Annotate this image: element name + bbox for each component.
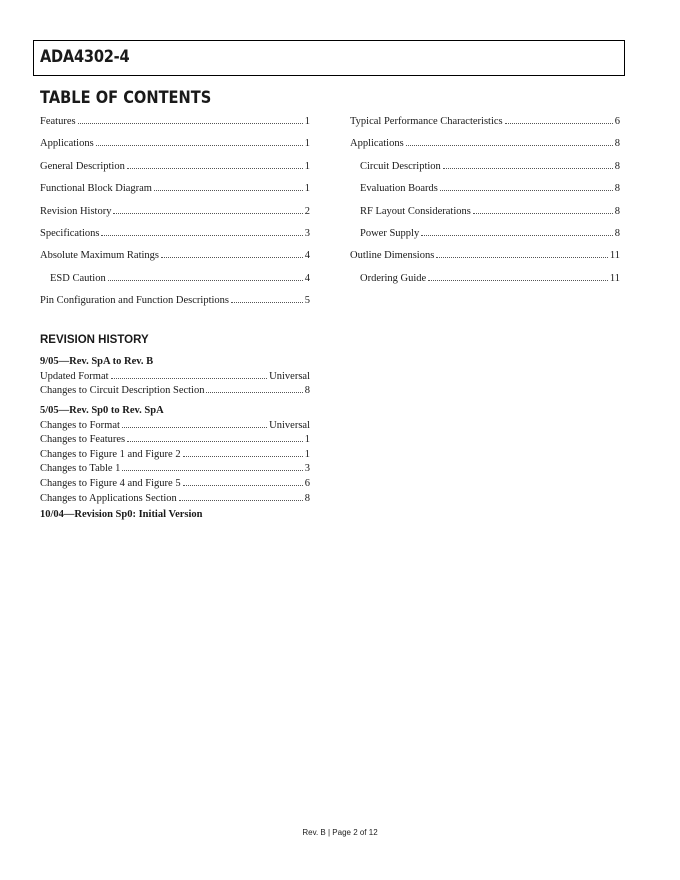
- toc-entry-page: 1: [304, 183, 310, 195]
- dot-leader: [183, 476, 303, 486]
- toc-entry[interactable]: [350, 226, 620, 248]
- dot-leader: [161, 248, 303, 258]
- toc-entry[interactable]: [40, 226, 310, 248]
- dot-leader: [111, 369, 268, 379]
- dot-leader: [122, 418, 267, 428]
- revision-entry-label: Updated Format: [40, 370, 109, 382]
- dot-leader: [443, 159, 613, 169]
- toc-entry-page: 5: [304, 295, 310, 307]
- revision-entry: [40, 461, 310, 476]
- toc-entry[interactable]: [350, 204, 620, 226]
- toc-entry[interactable]: [40, 136, 310, 158]
- dot-leader: [108, 271, 303, 281]
- dot-leader: [505, 114, 613, 124]
- toc-entry[interactable]: [350, 271, 620, 293]
- revision-entry: [40, 383, 310, 398]
- toc-entry-page: 11: [609, 272, 620, 284]
- toc-entry[interactable]: [350, 114, 620, 136]
- dot-leader: [428, 271, 608, 281]
- revision-entry-page: Universal: [269, 370, 310, 382]
- revision-title: 10/04—Revision Sp0: Initial Version: [40, 509, 203, 520]
- dot-leader: [154, 181, 303, 191]
- dot-leader: [113, 204, 302, 214]
- dot-leader: [127, 159, 303, 169]
- toc-entry[interactable]: [40, 181, 310, 203]
- header-box: [33, 40, 625, 76]
- revision-entry: [40, 432, 310, 447]
- revision-entry-page: Universal: [269, 419, 310, 431]
- toc-entry-label: ESD Caution: [50, 272, 106, 284]
- toc-entry-page: 1: [304, 116, 310, 127]
- toc-entry-label: Applications: [40, 138, 94, 150]
- toc-entry-page: 8: [614, 183, 620, 195]
- toc-entry-page: 4: [304, 272, 310, 284]
- toc-entry-page: 11: [609, 250, 620, 262]
- page-footer: Rev. B | Page 2 of 12: [302, 828, 378, 837]
- revision-entry-page: 1: [304, 448, 310, 460]
- revision-entry-page: 3: [304, 463, 310, 475]
- toc-entry[interactable]: [350, 181, 620, 203]
- toc-entry-page: 6: [614, 116, 620, 127]
- revision-entry-label: Changes to Figure 1 and Figure 2: [40, 448, 181, 460]
- toc-entry-label: RF Layout Considerations: [360, 205, 471, 217]
- toc-entry-label: Outline Dimensions: [350, 250, 435, 262]
- revision-entry-label: Changes to Format: [40, 419, 120, 431]
- dot-leader: [179, 491, 303, 501]
- toc-entry[interactable]: [40, 204, 310, 226]
- revision-entry: [40, 369, 310, 384]
- toc-entry-label: Typical Performance Characteristics: [350, 116, 503, 127]
- toc-heading: TABLE OF CONTENTS: [40, 88, 212, 108]
- toc-entry-page: 3: [304, 227, 310, 239]
- revision-block: [40, 508, 310, 522]
- revision-entry: [40, 418, 310, 433]
- toc-entry[interactable]: [40, 293, 310, 315]
- toc-entry-page: 4: [304, 250, 310, 262]
- revision-entry-label: Changes to Figure 4 and Figure 5: [40, 477, 181, 489]
- dot-leader: [183, 447, 303, 457]
- revision-entry-page: 8: [304, 492, 310, 504]
- revision-title: 9/05—Rev. SpA to Rev. B: [40, 356, 154, 367]
- dot-leader: [206, 383, 302, 393]
- revision-title: 5/05—Rev. Sp0 to Rev. SpA: [40, 405, 164, 416]
- toc-entry-label: Evaluation Boards: [360, 183, 438, 195]
- toc-entry[interactable]: [350, 136, 620, 158]
- revision-entry-page: 6: [304, 477, 310, 489]
- dot-leader: [440, 181, 613, 191]
- toc-entry[interactable]: [350, 159, 620, 181]
- revision-entry-page: 8: [304, 385, 310, 397]
- toc-entry-page: 8: [614, 160, 620, 172]
- toc-entry-label: Pin Configuration and Function Descriptions: [40, 295, 229, 307]
- dot-leader: [96, 136, 303, 146]
- dot-leader: [127, 432, 303, 442]
- toc-entry-page: 1: [304, 160, 310, 172]
- toc-entry-label: Specifications: [40, 227, 100, 239]
- doc-title: ADA4302-4: [40, 47, 130, 67]
- revision-entry-page: 1: [304, 434, 310, 446]
- revision-entry-label: Changes to Table 1: [40, 463, 121, 475]
- dot-leader: [101, 226, 302, 236]
- toc-entry-page: 8: [614, 227, 620, 239]
- toc-entry-page: 2: [304, 205, 310, 217]
- dot-leader: [78, 114, 303, 124]
- dot-leader: [436, 248, 608, 258]
- revision-entry-label: Changes to Features: [40, 434, 126, 446]
- toc-column-left: [40, 114, 310, 316]
- toc-entry-label: Features: [40, 116, 76, 127]
- revision-block: [40, 355, 310, 398]
- dot-leader: [122, 461, 302, 471]
- dot-leader: [473, 204, 613, 214]
- toc-entry-label: Revision History: [40, 205, 112, 217]
- revision-entry: [40, 447, 310, 462]
- toc-entry[interactable]: [40, 114, 310, 136]
- toc-column-right: [350, 114, 620, 293]
- revision-entry: [40, 476, 310, 491]
- dot-leader: [406, 136, 613, 146]
- toc-entry-label: Absolute Maximum Ratings: [40, 250, 159, 262]
- toc-entry-label: Circuit Description: [360, 160, 441, 172]
- dot-leader: [231, 293, 303, 303]
- toc-entry[interactable]: [40, 248, 310, 270]
- toc-entry-label: Applications: [350, 138, 404, 150]
- toc-entry-label: Power Supply: [360, 227, 420, 239]
- revision-entry-label: Changes to Applications Section: [40, 492, 177, 504]
- toc-entry[interactable]: [40, 159, 310, 181]
- revision-entry: [40, 491, 310, 506]
- toc-entry[interactable]: [40, 271, 310, 293]
- toc-entry-page: 1: [304, 138, 310, 150]
- toc-entry-label: Functional Block Diagram: [40, 183, 152, 195]
- revision-history-heading: REVISION HISTORY: [40, 334, 149, 346]
- toc-entry[interactable]: [350, 248, 620, 270]
- toc-entry-label: General Description: [40, 160, 125, 172]
- revision-entry-label: Changes to Circuit Description Section: [40, 385, 205, 397]
- dot-leader: [421, 226, 613, 236]
- toc-entry-page: 8: [614, 138, 620, 150]
- revision-block: [40, 404, 310, 505]
- toc-entry-label: Ordering Guide: [360, 272, 427, 284]
- toc-entry-page: 8: [614, 205, 620, 217]
